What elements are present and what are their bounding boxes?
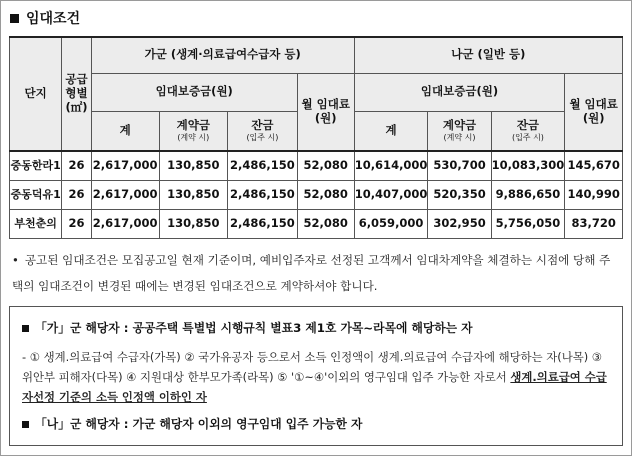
cell-na-contract: 530,700 xyxy=(428,151,491,180)
header-ga-deposit: 임대보증금(원) xyxy=(91,73,297,111)
header-na-balance-sub: (입주 시) xyxy=(511,133,544,143)
table-row xyxy=(10,180,623,209)
cell-na-contract: 302,950 xyxy=(428,209,491,238)
header-na-total: 계 xyxy=(354,111,428,151)
header-ga-balance-label: 잔금 xyxy=(251,117,274,132)
cell-type: 26 xyxy=(62,151,91,180)
header-ga-contract xyxy=(159,111,228,151)
header-ga-contract-sub: (계약 시) xyxy=(177,133,210,143)
rent-condition-note xyxy=(12,247,620,299)
square-bullet-icon xyxy=(22,325,29,332)
cell-ga-balance: 2,486,150 xyxy=(228,151,298,180)
header-supply-line3: (㎡) xyxy=(65,99,88,114)
cell-ga-rent: 52,080 xyxy=(297,209,354,238)
header-na-deposit: 임대보증금(원) xyxy=(354,73,565,111)
header-ga-contract-label: 계약금 xyxy=(176,117,210,132)
header-na-monthly-line2: (원) xyxy=(582,110,605,125)
cell-ga-balance: 2,486,150 xyxy=(228,209,298,238)
header-na-monthly-line1: 월 임대료 xyxy=(569,96,618,111)
square-bullet-icon xyxy=(10,14,19,23)
eligibility-box xyxy=(9,306,623,446)
cell-na-rent: 140,990 xyxy=(565,180,623,209)
header-ga-balance xyxy=(228,111,298,151)
cell-na-total: 6,059,000 xyxy=(354,209,428,238)
header-na-balance-label: 잔금 xyxy=(516,117,540,132)
header-group-ga: 가군 (생계·의료급여수급자 등) xyxy=(91,37,354,73)
header-ga-monthly-rent xyxy=(297,73,354,151)
header-ga-monthly-line1: 월 임대료 xyxy=(301,96,350,111)
cell-ga-rent: 52,080 xyxy=(297,151,354,180)
ga-group-description-text: - ① 생계.의료급여 수급자(가목) ② 국가유공자 등으로서 소득 인정액이 생계.의료급여 수급자에 해당하는 자(나목) ③ 위안부 피해자(다목) ④ 지원대상 한부모가족(라목) ⑤ '①~④'이외의 영구임대 입주 가능한 자로서 xyxy=(22,350,602,384)
header-supply-line1: 공급 xyxy=(65,72,88,87)
header-supply-type xyxy=(62,37,91,151)
cell-danji: 중동덕유1 xyxy=(10,180,62,209)
cell-ga-total: 2,617,000 xyxy=(91,151,159,180)
header-na-contract-sub: (계약 시) xyxy=(443,133,476,143)
header-na-contract-label: 계약금 xyxy=(442,117,477,132)
cell-type: 26 xyxy=(62,180,91,209)
cell-ga-balance: 2,486,150 xyxy=(228,180,298,209)
cell-na-total: 10,407,000 xyxy=(354,180,428,209)
section-title xyxy=(10,8,80,28)
header-ga-balance-sub: (입주 시) xyxy=(246,133,279,143)
square-bullet-icon xyxy=(22,421,29,428)
cell-na-balance: 9,886,650 xyxy=(491,180,565,209)
header-na-monthly-rent xyxy=(565,73,623,151)
header-na-contract xyxy=(428,111,491,151)
table-row xyxy=(10,209,623,238)
section-title-text: 임대조건 xyxy=(26,11,81,27)
ga-group-income-criteria: 생계.의료급여 수급자선정 기준의 소득 인정액 이하인 자 xyxy=(22,370,607,404)
cell-type: 26 xyxy=(62,209,91,238)
note-bullet: • xyxy=(12,253,19,267)
cell-ga-contract: 130,850 xyxy=(159,209,228,238)
ga-group-header xyxy=(22,319,473,336)
ga-group-header-text: 「가」군 해당자 : 공공주택 특별법 시행규칙 별표3 제1호 가목~라목에 해당하는 자 xyxy=(35,321,473,335)
header-supply-line2: 형별 xyxy=(65,86,88,101)
header-group-na: 나군 (일반 등) xyxy=(354,37,622,73)
cell-ga-total: 2,617,000 xyxy=(91,180,159,209)
header-na-balance xyxy=(491,111,565,151)
cell-na-rent: 145,670 xyxy=(565,151,623,180)
na-group-header xyxy=(22,415,362,432)
cell-na-total: 10,614,000 xyxy=(354,151,428,180)
cell-danji: 부천춘의 xyxy=(10,209,62,238)
cell-ga-total: 2,617,000 xyxy=(91,209,159,238)
cell-ga-contract: 130,850 xyxy=(159,151,228,180)
table-row xyxy=(10,151,623,180)
note-text: 공고된 임대조건은 모집공고일 현재 기준이며, 예비입주자로 선정된 고객께서 임대차계약을 체결하는 시점에 당해 주택의 임대조건이 변경된 때에는 변경된 임대조건으로 계약하셔야 합니다. xyxy=(12,253,611,293)
cell-ga-rent: 52,080 xyxy=(297,180,354,209)
header-danji: 단지 xyxy=(10,37,62,151)
ga-group-description xyxy=(22,347,614,407)
cell-na-balance: 5,756,050 xyxy=(491,209,565,238)
header-ga-total: 계 xyxy=(91,111,159,151)
cell-danji: 중동한라1 xyxy=(10,151,62,180)
cell-na-balance: 10,083,300 xyxy=(491,151,565,180)
cell-na-rent: 83,720 xyxy=(565,209,623,238)
na-group-header-text: 「나」군 해당자 : 가군 해당자 이외의 영구임대 입주 가능한 자 xyxy=(35,417,363,431)
header-ga-monthly-line2: (원) xyxy=(314,110,337,125)
rent-conditions-table xyxy=(9,36,623,239)
cell-ga-contract: 130,850 xyxy=(159,180,228,209)
cell-na-contract: 520,350 xyxy=(428,180,491,209)
